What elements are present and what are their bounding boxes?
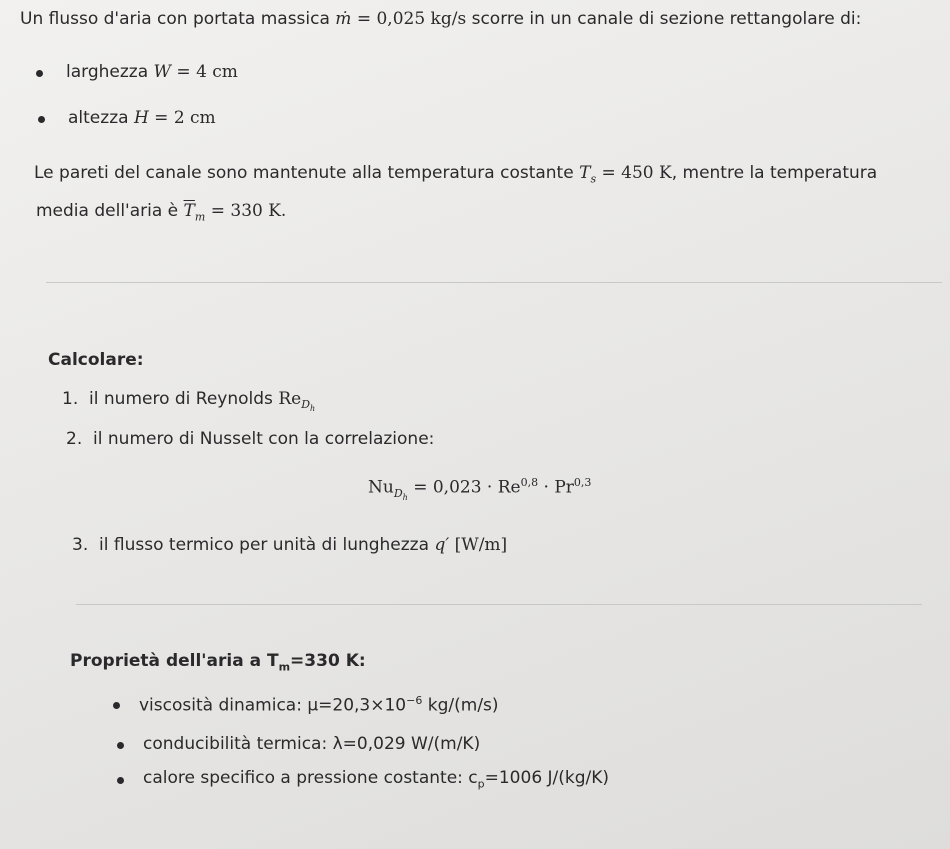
intro-after: scorre in un canale di sezione rettangolare di: [466,9,862,29]
bullet [113,702,120,709]
calc-item-2: 2. il numero di Nusselt con la correlazione: [66,429,435,449]
bullet [38,116,45,123]
calc-title: Calcolare: [48,350,144,370]
walls-line-1: Le pareti del canale sono mantenute alla temperatura costante $T_s = 450$ K, mentre la temperatura [34,163,878,186]
intro-before: Un flusso d'aria con portata massica [20,9,336,29]
divider [46,282,942,283]
prop-specific-heat: calore specifico a pressione costante: $c_p=1006$ J/(kg/K) [143,768,610,791]
nusselt-formula: $Nu_{D_h} = 0,023 \cdot Re^{0,8} \cdot Pr^{0,3}$ [368,476,592,503]
bullet [117,777,124,784]
props-title: Proprietà dell'aria a $T_m=330$ K: [70,651,366,674]
prop-viscosity: viscosità dinamica: $\mu=20,3\times 10^{-6}$ kg/(m/s) [139,694,499,716]
intro-line [20,9,861,29]
calc-item-1: 1. il numero di Reynolds $Re_{D_h}$ [62,389,316,414]
width-item: larghezza W = 4 cm [66,62,238,82]
walls-line-2: media dell'aria è $\overline{T}_m = 330$ K. [36,201,287,224]
bullet [36,70,43,77]
calc-item-3: 3. il flusso termico per unità di lunghezza q′ [W/m] [72,535,508,555]
height-item: altezza H = 2 cm [68,108,216,128]
bullet [117,742,124,749]
mdot-value: = 0,025 kg/s [351,9,467,29]
mdot-symbol: ṁ [335,9,352,29]
divider [76,604,922,605]
prop-conductivity: conducibilità termica: λ=0,029 W/(m/K) [143,734,481,754]
